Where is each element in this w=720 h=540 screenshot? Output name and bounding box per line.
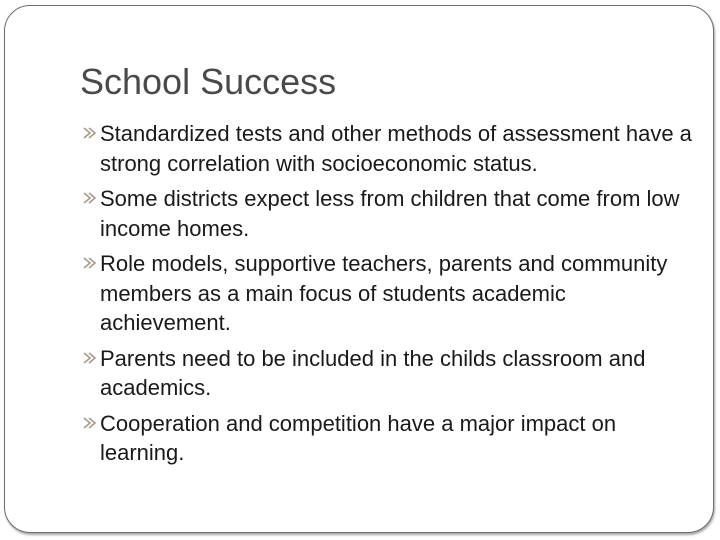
slide-title: School Success [80,61,337,102]
bullet-text: Parents need to be included in the childs classroom and academics. [100,345,646,400]
bullet-arrow-icon [82,348,98,368]
bullet-item [82,344,692,403]
bullet-item [82,249,692,338]
bullet-text: Some districts expect less from children that come from low income homes. [100,186,680,241]
bullet-item [82,409,692,468]
bullet-arrow-icon [82,413,98,433]
bullet-arrow-icon [82,188,98,208]
bullet-item [82,184,692,243]
bullet-item [82,119,692,178]
bullet-text: Role models, supportive teachers, parents and community members as a main focus of students academic achievement. [100,251,668,335]
bullet-text: Standardized tests and other methods of assessment have a strong correlation with socioeconomic status. [100,121,692,176]
bullet-arrow-icon [82,123,98,143]
bullet-arrow-icon [82,253,98,273]
bullet-text: Cooperation and competition have a major impact on learning. [100,410,617,465]
bullet-list [82,119,692,474]
